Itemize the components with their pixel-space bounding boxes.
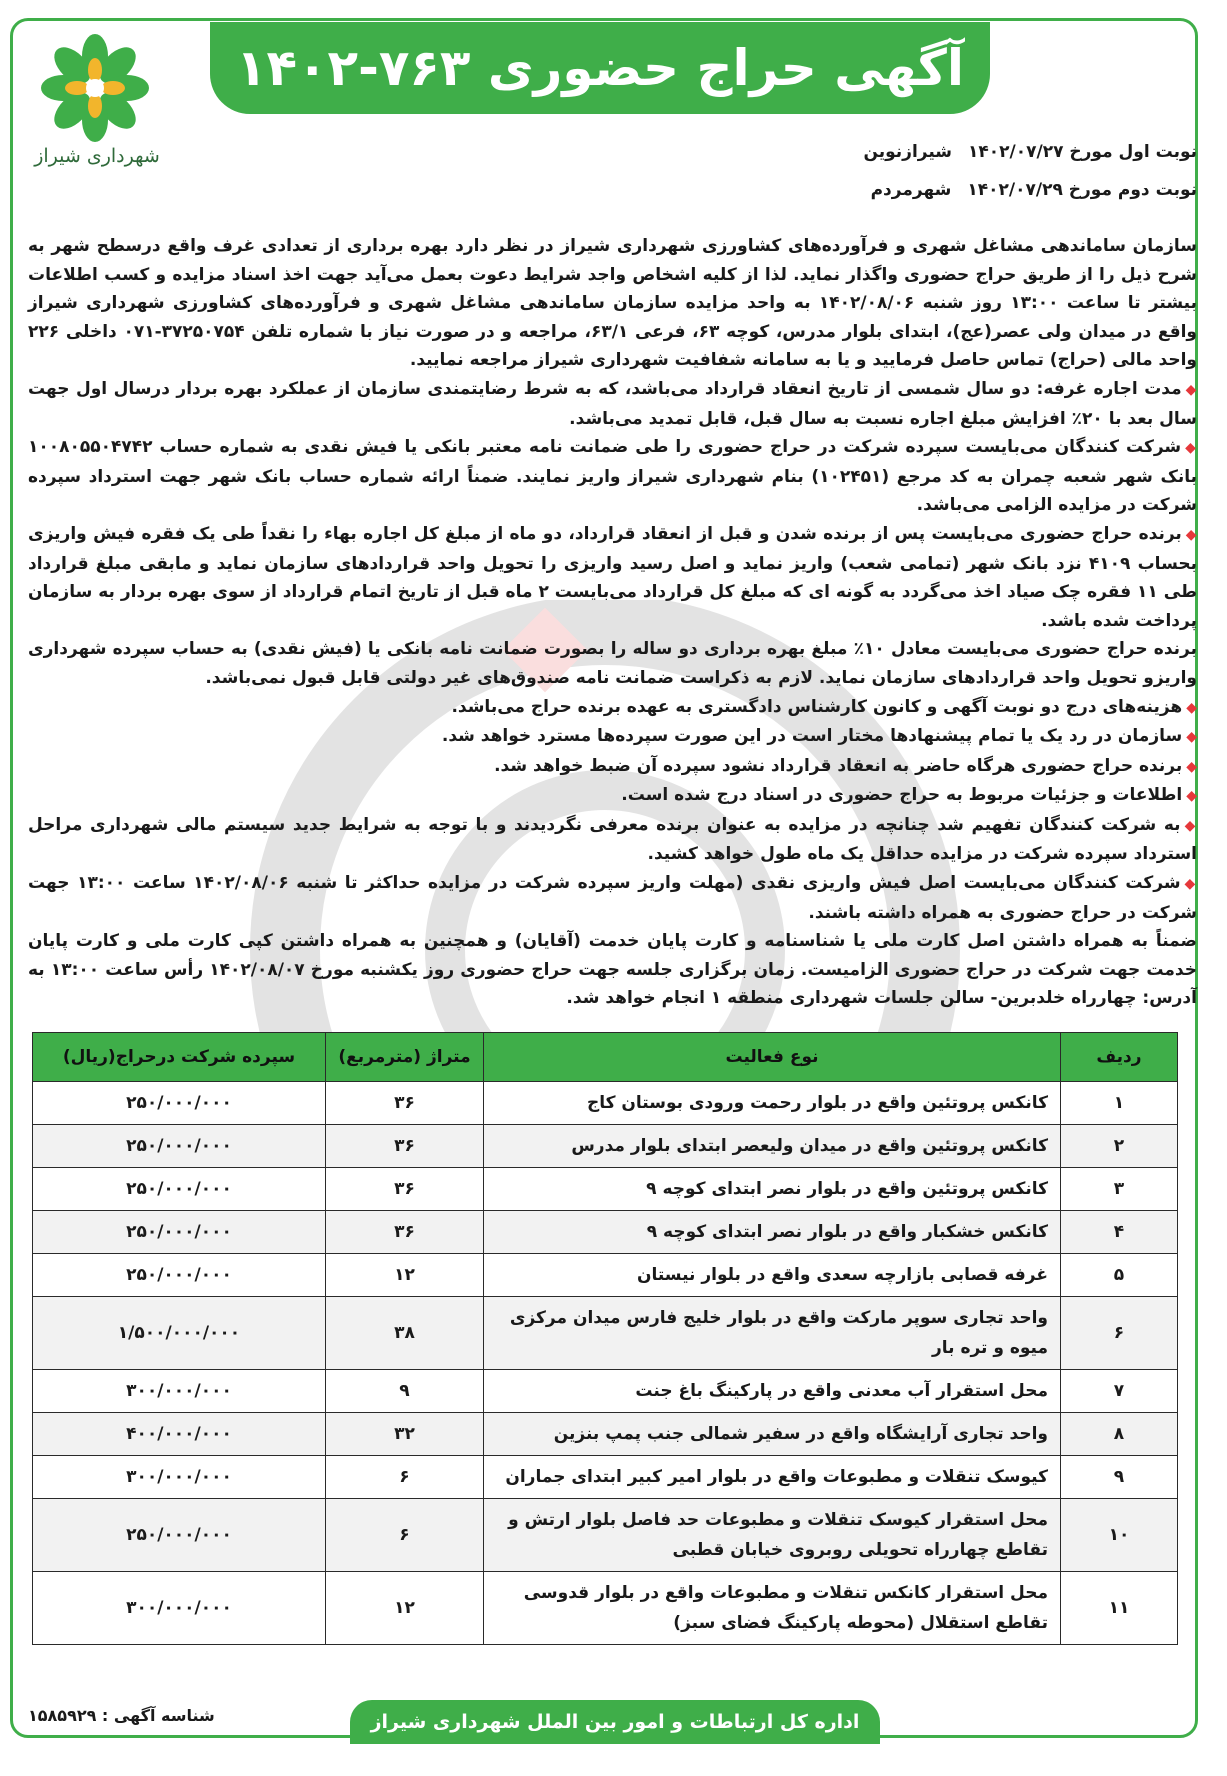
activity-cell: محل استقرار کیوسک تنقلات و مطبوعات حد فاصل بلوار ارتش و تقاطع چهارراه تحویلی روبروی خیابان قطبی: [484, 1499, 1061, 1572]
row-number: ۱۱: [1061, 1572, 1178, 1645]
newspaper-name: شهرمردم: [870, 180, 952, 200]
footer-office-name: اداره کل ارتباطات و امور بین الملل شهرداری شیراز: [370, 1711, 860, 1733]
table-row: [33, 1082, 1178, 1125]
deposit-cell: ۲۵۰/۰۰۰/۰۰۰: [33, 1168, 326, 1211]
row-number: ۱: [1061, 1082, 1178, 1125]
issue-date: نوبت دوم مورخ ۱۴۰۲/۰۷/۲۹: [967, 180, 1197, 200]
area-cell: ۶: [326, 1456, 484, 1499]
deposit-cell: ۲۵۰/۰۰۰/۰۰۰: [33, 1499, 326, 1572]
row-number: ۵: [1061, 1254, 1178, 1297]
area-cell: ۳۸: [326, 1297, 484, 1370]
ad-id: شناسه آگهی : ۱۵۸۵۹۲۹: [28, 1706, 215, 1725]
activity-cell: محل استقرار آب معدنی واقع در پارکینگ باغ جنت: [484, 1370, 1061, 1413]
deposit-cell: ۱/۵۰۰/۰۰۰/۰۰۰: [33, 1297, 326, 1370]
intro-paragraph: سازمان ساماندهی مشاغل شهری و فرآورده‌های کشاورزی شهرداری شیراز در نظر دارد بهره برداری از تعدادی غرف واقع درسطح شهر به شرح ذیل را از طریق حراج حضوری واگذار نماید. لذا از کلیه اشخاص واجد شرایط دعوت بعمل می‌آید جهت اخذ اسناد مزایده و کسب اطلاعات بیشتر تا ساعت ۱۳:۰۰ روز شنبه ۱۴۰۲/۰۸/۰۶ به واحد مزایده سازمان ساماندهی مشاغل شهری و فرآورده‌های کشاورزی شهرداری شیراز واقع در میدان ولی عصر(عج)، ابتدای بلوار مدرس، کوچه ۶۳، فرعی ۶۳/۱، مراجعه و در صورت نیاز با شماره تلفن ۳۷۲۵۰۷۵۴-۰۷۱ داخلی ۲۲۶ واحد مالی (حراج) تماس حاصل فرمایید و یا به سامانه شفافیت شهرداری شیراز مراجعه نمایید.: [28, 236, 1197, 371]
table-header-row: [33, 1033, 1178, 1082]
issue-line-2: [597, 180, 1197, 200]
title-banner: [210, 22, 990, 114]
condition-item: ◆ مدت اجاره غرفه: دو سال شمسی از تاریخ انعقاد قرارداد می‌باشد، که به شرط رضایتمندی سازمان از عملکرد بهره بردار درسال اول جهت سال بعد با ۲۰٪ افزایش مبلغ اجاره نسبت به سال قبل، قابل تمدید می‌باشد.: [28, 375, 1197, 433]
newspaper-name: شیرازنوین: [863, 142, 953, 162]
column-header-row-number: ردیف: [1061, 1033, 1178, 1082]
area-cell: ۱۲: [326, 1254, 484, 1297]
activity-cell: محل استقرار کانکس تنقلات و مطبوعات واقع در بلوار قدوسی تقاطع استقلال (محوطه پارکینگ فضای سبز): [484, 1572, 1061, 1645]
row-number: ۳: [1061, 1168, 1178, 1211]
area-cell: ۳۶: [326, 1125, 484, 1168]
column-header-deposit: سپرده شرکت درحراج(ریال): [33, 1033, 326, 1082]
column-header-area: متراژ (مترمربع): [326, 1033, 484, 1082]
table-row: [33, 1254, 1178, 1297]
deposit-cell: ۳۰۰/۰۰۰/۰۰۰: [33, 1572, 326, 1645]
condition-item: ◆ به شرکت کنندگان تفهیم شد چنانچه در مزایده به عنوان برنده معرفی نگردیدند و با توجه به شرایط جدید سیستم مالی شهرداری مراحل استرداد سپرده شرکت در مزایده حداقل یک ماه طول خواهد کشید.: [28, 811, 1197, 869]
issue-date: نوبت اول مورخ ۱۴۰۲/۰۷/۲۷: [968, 142, 1197, 162]
table-row: [33, 1211, 1178, 1254]
condition-item: ◆ شرکت کنندگان می‌بایست اصل فیش واریزی نقدی (مهلت واریز سپرده شرکت در مزایده حداکثر تا شنبه ۱۴۰۲/۰۸/۰۶ ساعت ۱۳:۰۰ جهت شرکت در حراج حضوری به همراه داشته باشند.: [28, 869, 1197, 927]
activity-cell: کانکس پروتئین واقع در میدان ولیعصر ابتدای بلوار مدرس: [484, 1125, 1061, 1168]
condition-item: ◆ برنده حراج حضوری هرگاه حاضر به انعقاد قرارداد نشود سپرده آن ضبط خواهد شد.: [28, 752, 1197, 782]
condition-item: برنده حراج حضوری می‌بایست معادل ۱۰٪ مبلغ بهره برداری دو ساله را بصورت ضمانت نامه بانکی یا (فیش نقدی) به حساب سپرده شهرداری واریزو تحویل واحد قراردادهای سازمان نماید. لازم به ذکراست ضمانت نامه صندوق‌های غیر دولتی قابل قبول نمی‌باشد.: [28, 639, 1197, 688]
shiraz-municipality-logo: [30, 30, 160, 195]
table-row: [33, 1456, 1178, 1499]
deposit-cell: ۲۵۰/۰۰۰/۰۰۰: [33, 1082, 326, 1125]
logo-wordmark: شهرداری شیراز: [34, 145, 160, 167]
deposit-cell: ۲۵۰/۰۰۰/۰۰۰: [33, 1125, 326, 1168]
activity-cell: کانکس پروتئین واقع در بلوار نصر ابتدای کوچه ۹: [484, 1168, 1061, 1211]
area-cell: ۱۲: [326, 1572, 484, 1645]
activity-cell: واحد تجاری آرایشگاه واقع در سفیر شمالی جنب پمپ بنزین: [484, 1413, 1061, 1456]
table-row: [33, 1168, 1178, 1211]
activity-cell: واحد تجاری سوپر مارکت واقع در بلوار خلیج فارس میدان مرکزی میوه و تره بار: [484, 1297, 1061, 1370]
activity-cell: کانکس پروتئین واقع در بلوار رحمت ورودی بوستان کاج: [484, 1082, 1061, 1125]
condition-item: ◆ برنده حراج حضوری می‌بایست پس از برنده شدن و قبل از انعقاد قرارداد، دو ماه از مبلغ کل اجاره بهاء را نقداً طی یک فقره فیش واریزی بحساب ۴۱۰۹ نزد بانک شهر (تمامی شعب) واریز نماید و اصل رسید واریزی را تحویل واحد قراردادهای سازمان نماید و مابقی مبلغ قرارداد طی ۱۱ فقره چک صیاد اخذ می‌گردد به گونه ای که مبلغ کل قرارداد می‌بایست ۲ ماه قبل از تاریخ اتمام قرارداد از سوی بهره بردار به سازمان پرداخت شده باشد.: [28, 520, 1197, 635]
area-cell: ۶: [326, 1499, 484, 1572]
row-number: ۹: [1061, 1456, 1178, 1499]
activity-cell: کیوسک تنقلات و مطبوعات واقع در بلوار امیر کبیر ابتدای جماران: [484, 1456, 1061, 1499]
condition-item: ◆ شرکت کنندگان می‌بایست سپرده شرکت در حراج حضوری را طی ضمانت نامه معتبر بانکی یا فیش نقدی به شماره حساب ۱۰۰۸۰۵۵۰۴۷۴۲ بانک شهر شعبه چمران به کد مرجع (۱۰۲۴۵۱) بنام شهرداری شیراز واریز نمایند. ضمناً ارائه شماره حساب بانک شهر جهت استرداد سپرده شرکت در مزایده الزامی می‌باشد.: [28, 433, 1197, 520]
area-cell: ۳۲: [326, 1413, 484, 1456]
area-cell: ۹: [326, 1370, 484, 1413]
area-cell: ۳۶: [326, 1211, 484, 1254]
deposit-cell: ۳۰۰/۰۰۰/۰۰۰: [33, 1456, 326, 1499]
table-row: [33, 1125, 1178, 1168]
deposit-cell: ۴۰۰/۰۰۰/۰۰۰: [33, 1413, 326, 1456]
page-title: آگهی حراج حضوری ۷۶۳-۱۴۰۲: [236, 39, 965, 97]
activity-cell: غرفه قصابی بازارچه سعدی واقع در بلوار نیستان: [484, 1254, 1061, 1297]
ad-body: [28, 232, 1197, 1013]
column-header-activity: نوع فعالیت: [484, 1033, 1061, 1082]
condition-item: ◆ سازمان در رد یک یا تمام پیشنهادها مختار است در این صورت سپرده‌ها مسترد خواهد شد.: [28, 722, 1197, 752]
table-row: [33, 1297, 1178, 1370]
area-cell: ۳۶: [326, 1082, 484, 1125]
condition-item: ◆ هزینه‌های درج دو نوبت آگهی و کانون کارشناس دادگستری به عهده برنده حراج می‌باشد.: [28, 693, 1197, 723]
footer-banner: [350, 1700, 880, 1744]
row-number: ۶: [1061, 1297, 1178, 1370]
deposit-cell: ۲۵۰/۰۰۰/۰۰۰: [33, 1211, 326, 1254]
auction-items-table: [32, 1032, 1178, 1645]
issue-line-1: [597, 142, 1197, 162]
row-number: ۱۰: [1061, 1499, 1178, 1572]
condition-item: ◆ اطلاعات و جزئیات مربوط به حراج حضوری در اسناد درج شده است.: [28, 781, 1197, 811]
table-row: [33, 1572, 1178, 1645]
row-number: ۷: [1061, 1370, 1178, 1413]
table-row: [33, 1370, 1178, 1413]
activity-cell: کانکس خشکبار واقع در بلوار نصر ابتدای کوچه ۹: [484, 1211, 1061, 1254]
deposit-cell: ۳۰۰/۰۰۰/۰۰۰: [33, 1370, 326, 1413]
row-number: ۴: [1061, 1211, 1178, 1254]
row-number: ۸: [1061, 1413, 1178, 1456]
row-number: ۲: [1061, 1125, 1178, 1168]
closing-paragraph: ضمناً به همراه داشتن اصل کارت ملی یا شناسنامه و کارت پایان خدمت (آقایان) و همچنین به همراه داشتن کپی کارت ملی و کارت پایان خدمت جهت شرکت در حراج حضوری الزامیست. زمان برگزاری جلسه جهت حراج حضوری روز یکشنبه مورخ ۱۴۰۲/۰۸/۰۷ رأس ساعت ۱۳:۰۰ به آدرس: چهارراه خلدبرین- سالن جلسات شهرداری منطقه ۱ انجام خواهد شد.: [28, 931, 1198, 1009]
table-row: [33, 1499, 1178, 1572]
deposit-cell: ۲۵۰/۰۰۰/۰۰۰: [33, 1254, 326, 1297]
table-row: [33, 1413, 1178, 1456]
area-cell: ۳۶: [326, 1168, 484, 1211]
